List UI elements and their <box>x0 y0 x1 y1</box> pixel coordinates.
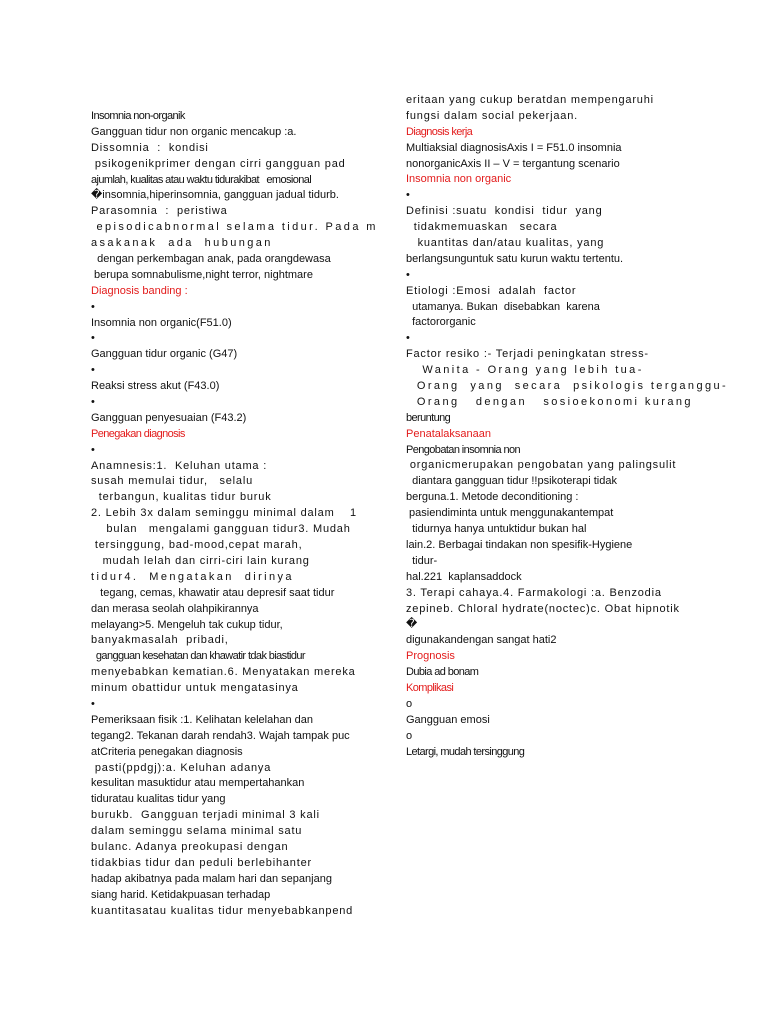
text-line: susah memulai tidur, selalu <box>91 475 253 488</box>
text-line: dalam seminggu selama minimal satu <box>91 825 303 838</box>
text-line: • <box>406 332 410 345</box>
text-line: utamanya. Bukan disebabkan karena <box>406 300 600 313</box>
text-line: Etiologi :Emosi adalah factor <box>406 284 577 297</box>
section-heading: Penatalaksanaan <box>406 427 492 440</box>
text-line: Pemeriksaan fisik :1. Kelihatan kelelahan dan <box>91 713 313 726</box>
text-line: Dubia ad bonam <box>406 666 479 679</box>
text-line: Dissomnia : kondisi <box>91 141 209 154</box>
text-line: tidur- <box>406 554 438 567</box>
text-line: terbangun, kualitas tidur buruk <box>91 491 272 504</box>
text-line: psikogenikprimer dengan cirri gangguan pad <box>91 157 346 170</box>
text-line: Gangguan tidur organic (G47) <box>91 348 238 361</box>
text-line: dan merasa seolah olahpikirannya <box>91 602 259 615</box>
text-line: Insomnia non organic(F51.0) <box>91 316 232 329</box>
text-line: Insomnia non-organik <box>91 110 185 122</box>
text-line: lain.2. Berbagai tindakan non spesifik-Hygiene <box>406 538 633 551</box>
text-line: organicmerupakan pengobatan yang palingsulit <box>406 459 677 472</box>
text-line: 3. Terapi cahaya.4. Farmakologi :a. Benzodia <box>406 586 662 599</box>
text-line: siang harid. Ketidakpuasan terhadap <box>91 888 271 901</box>
text-line: berlangsunguntuk satu kurun waktu tertentu. <box>406 252 624 265</box>
text-line: 2. Lebih 3x dalam seminggu minimal dalam 1 <box>91 507 357 520</box>
text-line: Gangguan penyesuaian (F43.2) <box>91 411 247 424</box>
text-line: atCriteria penegakan diagnosis <box>91 745 243 758</box>
text-line: mudah lelah dan cirri-ciri lain kurang <box>91 554 310 567</box>
text-line: berupa somnabulisme,night terror, nightmare <box>91 268 313 281</box>
text-line: • <box>91 443 95 456</box>
text-line: • <box>91 300 95 313</box>
text-line: o <box>406 729 413 742</box>
text-line: • <box>406 268 410 281</box>
text-line: minum obattidur untuk mengatasinya <box>91 682 299 695</box>
text-line: nonorganicAxis II – V = tergantung scenario <box>406 157 620 170</box>
text-line: zepineb. Chloral hydrate(noctec)c. Obat hipnotik <box>406 602 680 615</box>
text-line: Wanita - Orang yang lebih tua- <box>406 364 644 377</box>
text-line: tidakmemuaskan secara <box>406 221 558 234</box>
text-line: Letargi, mudah tersinggung <box>406 745 525 758</box>
section-heading: Komplikasi <box>406 681 454 694</box>
text-line: beruntung <box>406 411 451 424</box>
section-heading: Prognosis <box>406 650 455 663</box>
text-line: Gangguan emosi <box>406 713 490 726</box>
text-line: eritaan yang cukup beratdan mempengaruhi <box>406 94 654 106</box>
right-text-column <box>406 93 729 760</box>
text-line: tidakbias tidur dan peduli berlebihanter <box>91 856 312 869</box>
text-line: hadap akibatnya pada malam hari dan sepanjang <box>91 872 332 885</box>
text-line: • <box>91 697 95 710</box>
text-line: �insomnia,hiperinsomnia, gangguan jadual tidurb. <box>91 189 339 202</box>
text-line: burukb. Gangguan terjadi minimal 3 kali <box>91 809 320 822</box>
text-line: menyebabkan kematian.6. Menyatakan mereka <box>91 666 356 679</box>
text-line: tegang, cemas, khawatir atau depresif saat tidur <box>91 586 335 599</box>
text-line: Definisi :suatu kondisi tidur yang <box>406 205 603 218</box>
text-line: o <box>406 697 413 710</box>
text-line: digunakandengan sangat hati2 <box>406 634 557 647</box>
section-heading: Diagnosis banding : <box>91 284 188 297</box>
text-line: Gangguan tidur non organic mencakup :a. <box>91 125 297 138</box>
text-line: • <box>91 364 95 377</box>
text-line: Parasomnia : peristiwa <box>91 205 228 218</box>
text-line: Multiaksial diagnosisAxis I = F51.0 insomnia <box>406 141 622 154</box>
text-line: � <box>406 618 418 631</box>
text-line: Reaksi stress akut (F43.0) <box>91 380 220 393</box>
text-line: Anamnesis:1. Keluhan utama : <box>91 459 268 472</box>
text-line: tegang2. Tekanan darah rendah3. Wajah tampak puc <box>91 729 350 742</box>
text-line: hal.221 kaplansaddock <box>406 570 522 583</box>
text-line: gangguan kesehatan dan khawatir tdak biastidur <box>91 650 305 663</box>
text-line: diantara gangguan tidur !!psikoterapi tidak <box>406 475 617 488</box>
section-heading: Insomnia non organic <box>406 173 512 186</box>
text-line: tiduratau kualitas tidur yang <box>91 793 226 806</box>
text-line: factororganic <box>406 316 476 329</box>
text-line: banyakmasalah pribadi, <box>91 634 229 647</box>
text-line: tidur4. Mengatakan dirinya <box>91 570 294 583</box>
left-text-column <box>91 109 376 919</box>
text-line: tidurnya hanya untuktidur bukan hal <box>406 523 587 536</box>
text-line: Pengobatan insomnia non <box>406 443 521 456</box>
section-heading: Penegakan diagnosis <box>91 427 185 440</box>
text-line: kesulitan masuktidur atau mempertahankan <box>91 777 305 790</box>
section-heading: Diagnosis kerja <box>406 125 473 138</box>
text-line: pasti(ppdgj):a. Keluhan adanya <box>91 761 272 774</box>
text-line: bulan mengalami gangguan tidur3. Mudah <box>91 523 351 536</box>
text-line: tersinggung, bad-mood,cepat marah, <box>91 539 303 552</box>
text-line: berguna.1. Metode deconditioning : <box>406 491 579 504</box>
text-line: • <box>91 396 95 409</box>
text-line: dengan perkembagan anak, pada orangdewasa <box>91 253 331 266</box>
text-line: kuantitasatau kualitas tidur menyebabkanpend <box>91 904 354 917</box>
text-line: asakanak ada hubungan <box>91 237 273 250</box>
text-line: • <box>406 189 410 202</box>
text-line: Factor resiko :- Terjadi peningkatan stress- <box>406 348 649 361</box>
text-line: episodicabnormal selama tidur. Pada m <box>91 221 378 234</box>
text-line: melayang>5. Mengeluh tak cukup tidur, <box>91 618 283 631</box>
text-line: • <box>91 332 95 345</box>
text-line: Orang yang secara psikologis terganggu- <box>406 380 729 393</box>
text-line: Orang dengan sosioekonomi kurang <box>406 395 693 408</box>
text-line: bulanc. Adanya preokupasi dengan <box>91 840 289 853</box>
text-line: fungsi dalam social pekerjaan. <box>406 109 578 122</box>
text-line: ajumlah, kualitas atau waktu tidurakibat emosional <box>91 173 312 186</box>
text-line: pasiendiminta untuk menggunakantempat <box>406 507 614 520</box>
text-line: kuantitas dan/atau kualitas, yang <box>406 237 605 250</box>
